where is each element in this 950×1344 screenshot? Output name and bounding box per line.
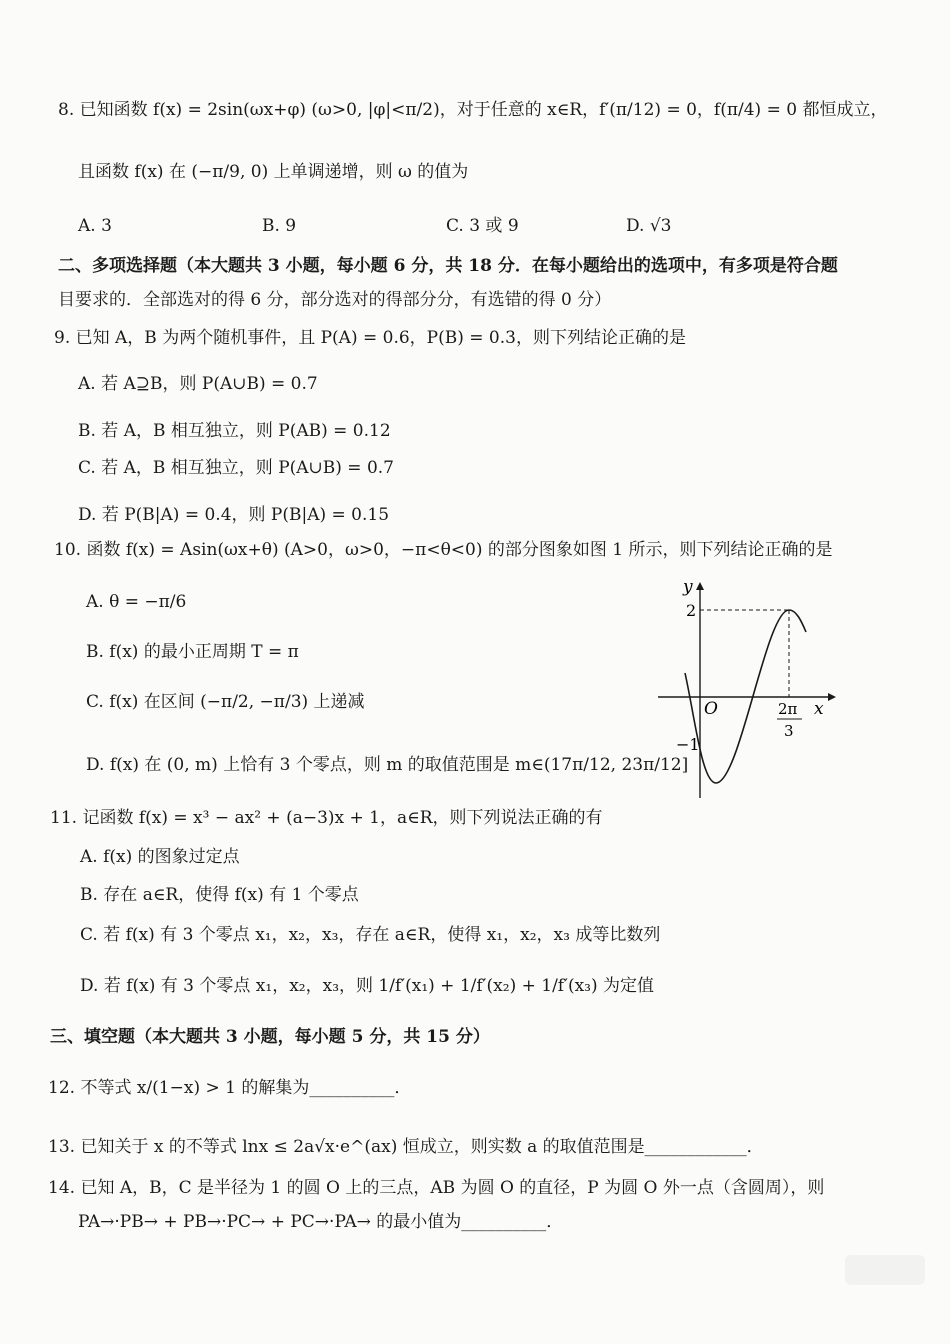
section2-heading-line1: 二、多项选择题（本大题共 3 小题，每小题 6 分，共 18 分．在每小题给出的选项中，有多项是符合题 (58, 256, 838, 276)
x-tick-numerator: 2π (778, 700, 798, 718)
y-axis-arrow (696, 582, 704, 590)
q8-option-b: B. 9 (262, 216, 297, 236)
q8-option-d: D. √3 (626, 216, 672, 236)
y-min-label: −1 (676, 735, 700, 754)
q11-option-b: B. 存在 a∈R，使得 f(x) 有 1 个零点 (80, 885, 359, 905)
q10-figure-graph (650, 570, 840, 805)
q9-stem: 9. 已知 A，B 为两个随机事件，且 P(A) = 0.6，P(B) = 0.3，则下列结论正确的是 (54, 328, 686, 348)
q9-option-a: A. 若 A⊇B，则 P(A∪B) = 0.7 (78, 374, 318, 394)
watermark-badge (845, 1255, 925, 1285)
q10-option-a: A. θ = −π/6 (86, 592, 187, 612)
q11-option-c: C. 若 f(x) 有 3 个零点 x₁，x₂，x₃，存在 a∈R，使得 x₁，x₂，x₃ 成等比数列 (80, 925, 661, 945)
q8-stem-line2: 且函数 f(x) 在 (−π/9, 0) 上单调递增，则 ω 的值为 (78, 162, 469, 182)
q14-line1: 14. 已知 A，B，C 是半径为 1 的圆 O 上的三点，AB 为圆 O 的直径，P 为圆 O 外一点（含圆周），则 (48, 1178, 825, 1198)
q14-line2: PA→·PB→ + PB→·PC→ + PC→·PA→ 的最小值为__________． (78, 1212, 564, 1232)
q9-option-d: D. 若 P(B|A) = 0.4，则 P(B|A) = 0.15 (78, 505, 390, 525)
q8-option-c: C. 3 或 9 (446, 216, 519, 236)
q13-text: 13. 已知关于 x 的不等式 lnx ≤ 2a√x·e^(ax) 恒成立，则实数 a 的取值范围是____________． (48, 1137, 764, 1157)
y-axis-label: y (683, 577, 693, 597)
q12-text: 12. 不等式 x/(1−x) > 1 的解集为__________． (48, 1078, 412, 1098)
q8-option-a: A. 3 (78, 216, 112, 236)
q8-stem-line1: 8. 已知函数 f(x) = 2sin(ωx+φ) (ω>0, |φ|<π/2)，对于任意的 x∈R，f′(π/12) = 0，f(π/4) = 0 都恒成立， (58, 100, 888, 120)
q11-stem: 11. 记函数 f(x) = x³ − ax² + (a−3)x + 1，a∈R，则下列说法正确的有 (50, 808, 603, 828)
x-axis-arrow (828, 693, 836, 701)
q11-option-d: D. 若 f(x) 有 3 个零点 x₁，x₂，x₃，则 1/f′(x₁) + 1/f′(x₂) + 1/f′(x₃) 为定值 (80, 976, 655, 996)
x-tick-denominator: 3 (784, 722, 794, 740)
q9-option-b: B. 若 A，B 相互独立，则 P(AB) = 0.12 (78, 421, 391, 441)
origin-label: O (704, 699, 718, 719)
y-max-label: 2 (686, 601, 697, 620)
x-axis-label: x (814, 699, 824, 719)
q10-option-b: B. f(x) 的最小正周期 T = π (86, 642, 299, 662)
q11-option-a: A. f(x) 的图象过定点 (80, 847, 240, 867)
section3-heading: 三、填空题（本大题共 3 小题，每小题 5 分，共 15 分） (50, 1027, 490, 1047)
section2-heading-line2: 目要求的．全部选对的得 6 分，部分选对的得部分分，有选错的得 0 分） (58, 290, 612, 310)
q9-option-c: C. 若 A，B 相互独立，则 P(A∪B) = 0.7 (78, 458, 394, 478)
q10-option-d: D. f(x) 在 (0, m) 上恰有 3 个零点，则 m 的取值范围是 m∈(17π/12, 23π/12] (86, 755, 689, 775)
q10-stem: 10. 函数 f(x) = Asin(ωx+θ) (A>0，ω>0，−π<θ<0) 的部分图象如图 1 所示，则下列结论正确的是 (54, 540, 833, 560)
q10-option-c: C. f(x) 在区间 (−π/2, −π/3) 上递减 (86, 692, 365, 712)
